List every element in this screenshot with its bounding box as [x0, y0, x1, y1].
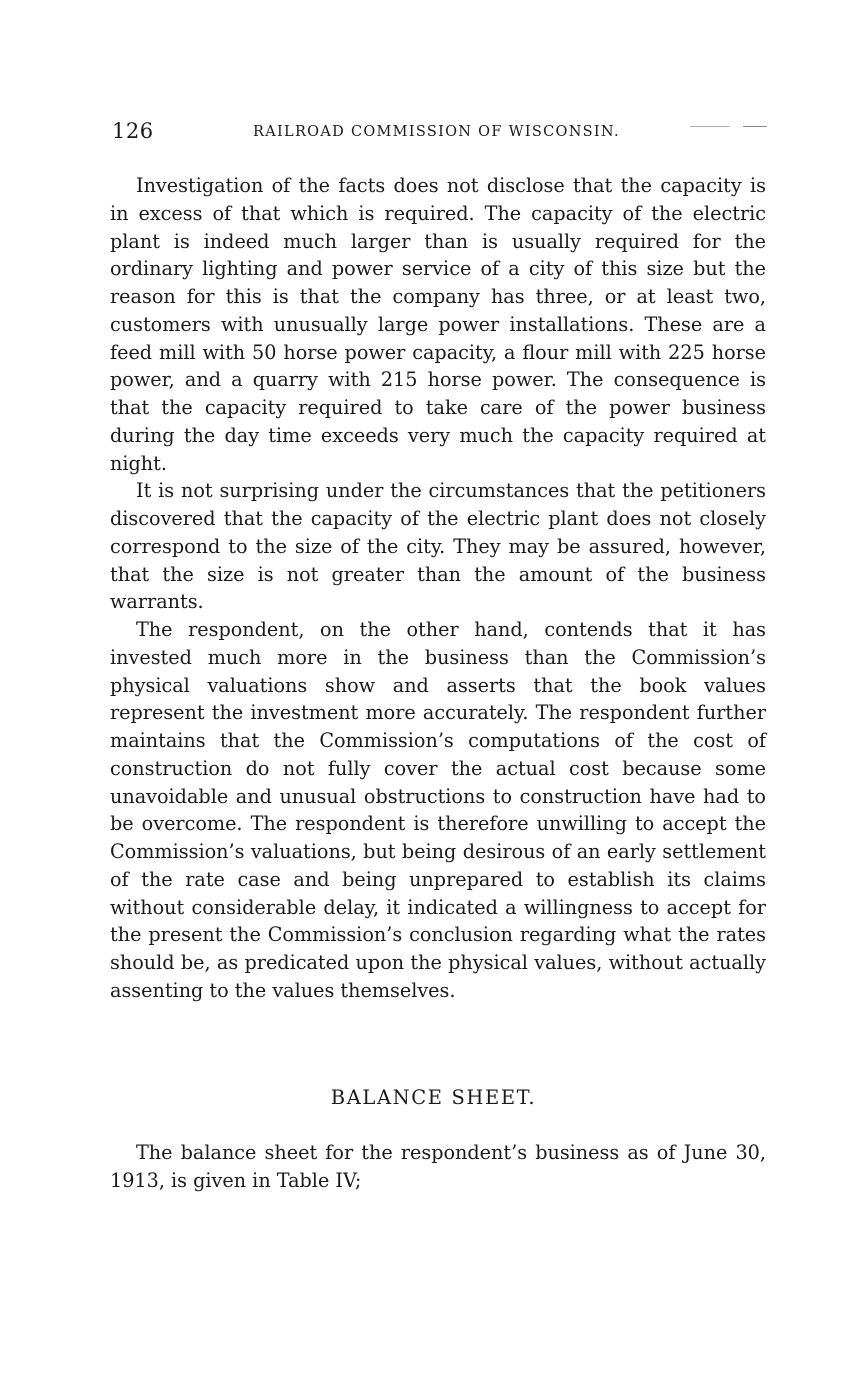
- running-head: RAILROAD COMMISSION OF WISCONSIN.: [253, 124, 620, 140]
- paragraph: The balance sheet for the respondent’s business as of June 30, 1913, is given in Table IV;: [110, 1141, 766, 1192]
- paragraph: Investigation of the facts does not disclose that the capacity is in excess of that which is required. The capacity of the electric plant is indeed much larger than is usually required for the ordinary lighting and power service of a city of this size but the reason for this is that the company has three, or at least two, customers with unusually large power installations. These are a feed mill with 50 horse power capacity, a flour mill with 225 horse power, and a quarry with 215 horse power. The consequence is that the capacity required to take care of the power business during the day time exceeds very much the capacity required at night.: [110, 174, 766, 475]
- header-rule: [743, 126, 767, 127]
- paragraph: The respondent, on the other hand, contends that it has invested much more in the business than the Commission’s physical valuations show and asserts that the book values represent the investment more accurately. The respondent further maintains that the Commission’s computations of the cost of construction do not fully cover the actual cost because some unavoidable and unusual obstructions to construction have had to be overcome. The respondent is therefore unwilling to accept the Commission’s valuations, but being desirous of an early settlement of the rate case and being unprepared to establish its claims without considerable delay, it indicated a willingness to accept for the present the Commission’s conclusion regarding what the rates should be, as predicated upon the physical values, without actually assenting to the values themselves.: [110, 618, 766, 1002]
- section-heading: BALANCE SHEET.: [330, 1086, 537, 1109]
- body-text: [110, 172, 766, 1005]
- paragraph: It is not surprising under the circumstances that the petitioners discovered that the capacity of the electric plant does not closely correspond to the size of the city. They may be assured, however, that the size is not greater than the amount of the business warrants.: [110, 479, 766, 614]
- page-number: 126: [112, 119, 154, 143]
- header-rule: [690, 126, 730, 127]
- section-body: [110, 1139, 766, 1195]
